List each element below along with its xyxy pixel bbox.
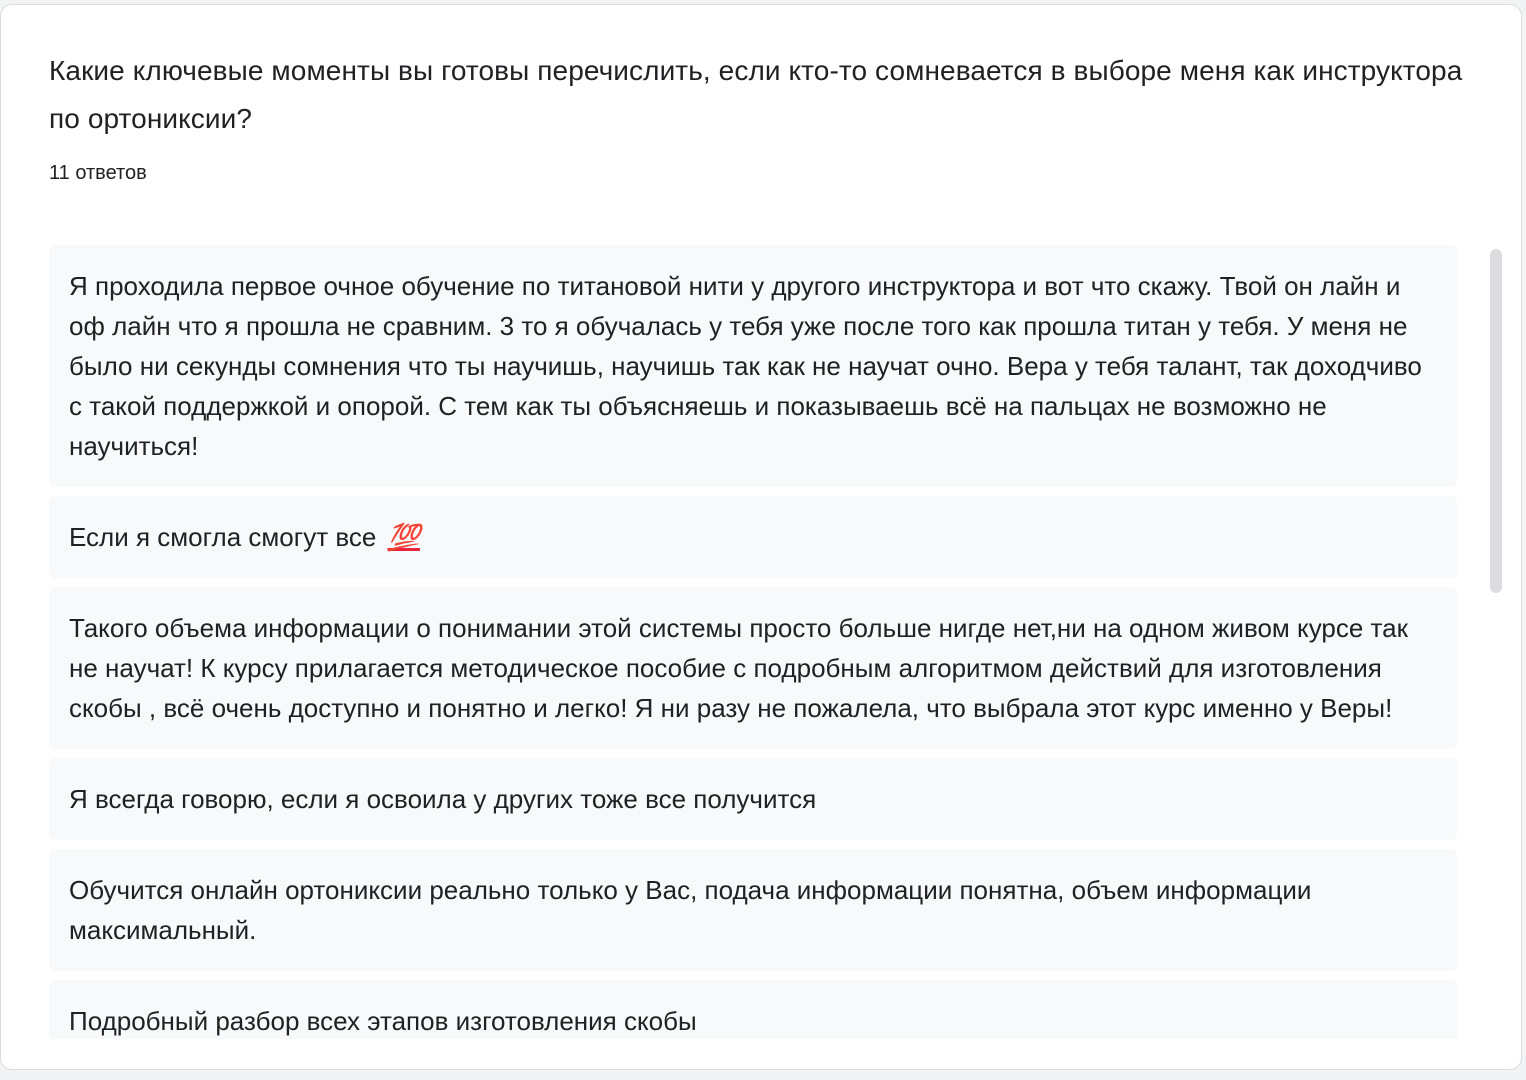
response-text: Я проходила первое очное обучение по титановой нити у другого инструктора и вот что скажу. Твой он лайн и оф лайн что я прошла не сравним. 3 то я обучалась у тебя уже после того как прошла титан у тебя. У меня не было ни секунды сомнения что ты научишь, научишь так как не научат очно. Вера у тебя талант, так доходчиво с такой поддержкой и опорой. С тем как ты объясняешь и показываешь всё на пальцах не возможно не научиться! [69,271,1422,461]
response-text: Я всегда говорю, если я освоила у других тоже все получится [69,784,817,814]
response-count: 11 ответов [49,162,147,184]
response-item [49,849,1457,971]
response-item [49,758,1457,840]
response-item [49,980,1457,1039]
hundred-points-icon: 💯 [387,522,420,552]
responses-list[interactable] [49,245,1457,1039]
response-text: Если я смогла смогут все [69,522,377,552]
response-summary-card [0,4,1522,1070]
response-text: Такого объема информации о понимании этой системы просто больше нигде нет,ни на одном живом курсе так не научат! К курсу прилагается методическое пособие с подробным алгоритмом действий для изготовления скобы , всё очень доступно и понятно и легко! Я ни разу не пожалела, что выбрала этот курс именно у Веры! [69,613,1408,723]
scrollbar-thumb[interactable] [1490,249,1502,593]
response-text: Обучится онлайн ортониксии реально только у Вас, подача информации понятна, объем информации максимальный. [69,875,1312,945]
response-item [49,496,1457,578]
response-text: Подробный разбор всех этапов изготовления скобы [69,1006,697,1036]
responses-scrollbar[interactable] [1487,245,1505,1039]
question-title: Какие ключевые моменты вы готовы перечислить, если кто-то сомневается в выборе меня как инструктора по ортониксии? [49,55,1463,134]
response-item [49,245,1457,487]
response-item [49,587,1457,749]
